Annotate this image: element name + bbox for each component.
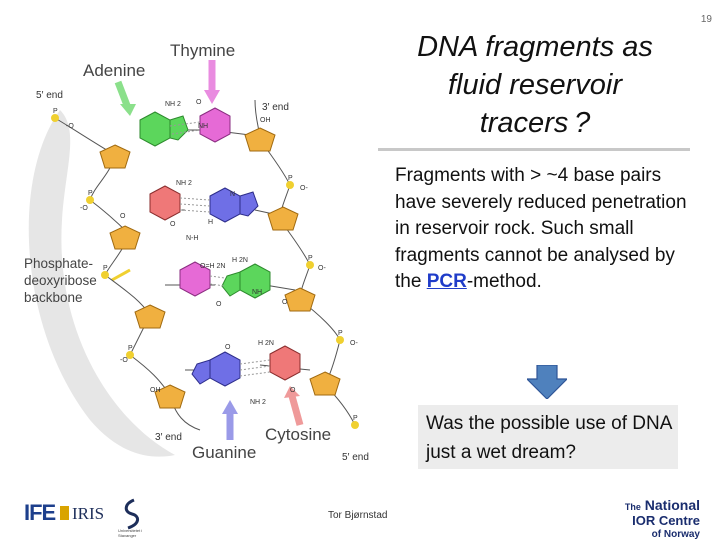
three-prime-end-bottom: 3′ end bbox=[155, 432, 182, 443]
body-text-end: -method. bbox=[466, 271, 542, 292]
three-prime-end-top: 3′ end bbox=[262, 102, 289, 113]
svg-text:O: O bbox=[170, 221, 176, 228]
svg-text:O=H 2N: O=H 2N bbox=[200, 263, 226, 270]
guanine-label: Guanine bbox=[192, 443, 257, 462]
svg-text:P: P bbox=[338, 330, 343, 337]
cytosine-label: Cytosine bbox=[265, 425, 332, 444]
svg-text:O: O bbox=[282, 299, 288, 306]
svg-text:OH: OH bbox=[150, 387, 161, 394]
backbone-arrow bbox=[112, 270, 130, 280]
svg-text:O: O bbox=[120, 213, 126, 220]
svg-text:O: O bbox=[290, 387, 296, 394]
svg-text:O: O bbox=[196, 99, 202, 106]
svg-text:-O: -O bbox=[80, 205, 88, 212]
adenine-label: Adenine bbox=[83, 61, 146, 80]
guanine-base-2 bbox=[210, 352, 240, 386]
pcr-link[interactable]: PCR bbox=[426, 271, 467, 292]
svg-text:O: O bbox=[225, 344, 231, 351]
svg-text:P: P bbox=[103, 265, 108, 272]
backbone-label-1: Phosphate- bbox=[24, 256, 94, 271]
svg-text:P: P bbox=[53, 108, 58, 115]
five-prime-end-top: 5′ end bbox=[36, 90, 63, 101]
body-text-start: Fragments with > ~4 base pairs have severely reduced penetration in reservoir rock. Such small fragments cannot be analysed by the bbox=[395, 165, 687, 292]
title-line-3: tracers ? bbox=[479, 107, 591, 139]
svg-text:P: P bbox=[288, 175, 293, 182]
cytosine-base-2 bbox=[270, 346, 300, 380]
thymine-label: Thymine bbox=[170, 41, 236, 60]
svg-text:NH 2: NH 2 bbox=[250, 399, 266, 406]
backbone-label-3: backbone bbox=[24, 290, 83, 305]
svg-text:N: N bbox=[230, 191, 236, 198]
svg-text:NH: NH bbox=[252, 289, 263, 296]
svg-text:-O: -O bbox=[120, 357, 128, 364]
svg-text:P: P bbox=[128, 345, 133, 352]
callout-box: Was the possible use of DNA just a wet dream? bbox=[418, 405, 678, 469]
svg-text:-O: -O bbox=[66, 123, 74, 130]
title-line-2: fluid reservoir bbox=[447, 69, 623, 101]
slide-number: 19 bbox=[700, 14, 712, 25]
iris-mark-icon bbox=[60, 506, 69, 520]
cytosine-arrow bbox=[292, 396, 300, 425]
title-divider bbox=[378, 148, 690, 151]
adenine-base-1 bbox=[140, 112, 170, 146]
svg-text:H 2N: H 2N bbox=[232, 257, 248, 264]
svg-text:O: O bbox=[216, 301, 222, 308]
title-line-1: DNA fragments as bbox=[417, 31, 653, 63]
svg-text:P: P bbox=[353, 415, 358, 422]
svg-text:H 2N: H 2N bbox=[258, 340, 274, 347]
svg-text:O-: O- bbox=[318, 265, 326, 272]
dna-structure-diagram bbox=[0, 0, 390, 480]
svg-text:NH 2: NH 2 bbox=[176, 180, 192, 187]
svg-text:P: P bbox=[88, 190, 93, 197]
footer-author: Tor Bjørnstad bbox=[328, 510, 388, 521]
body-paragraph bbox=[395, 163, 700, 296]
svg-text:NH 2: NH 2 bbox=[165, 101, 181, 108]
svg-text:NH: NH bbox=[198, 123, 209, 130]
ife-logo: IFE bbox=[24, 500, 56, 525]
ior-centre-logo: The National IOR Centre of Norway bbox=[624, 497, 700, 540]
five-prime-end-bottom: 5′ end bbox=[342, 452, 369, 463]
svg-text:P: P bbox=[308, 255, 313, 262]
svg-text:O-: O- bbox=[300, 185, 308, 192]
svg-text:N-H: N-H bbox=[186, 235, 199, 242]
down-arrow-icon bbox=[527, 365, 567, 399]
cytosine-base-1 bbox=[150, 186, 180, 220]
guanine-base-1 bbox=[210, 188, 240, 222]
uis-logo-text: Universitetet i Stavanger bbox=[118, 528, 143, 538]
slide-title bbox=[385, 28, 685, 142]
iris-logo: IRIS bbox=[60, 504, 104, 524]
svg-text:O-: O- bbox=[350, 340, 358, 347]
svg-text:H: H bbox=[208, 219, 214, 226]
svg-text:OH: OH bbox=[260, 117, 271, 124]
backbone-label-2: deoxyribose bbox=[24, 273, 97, 288]
